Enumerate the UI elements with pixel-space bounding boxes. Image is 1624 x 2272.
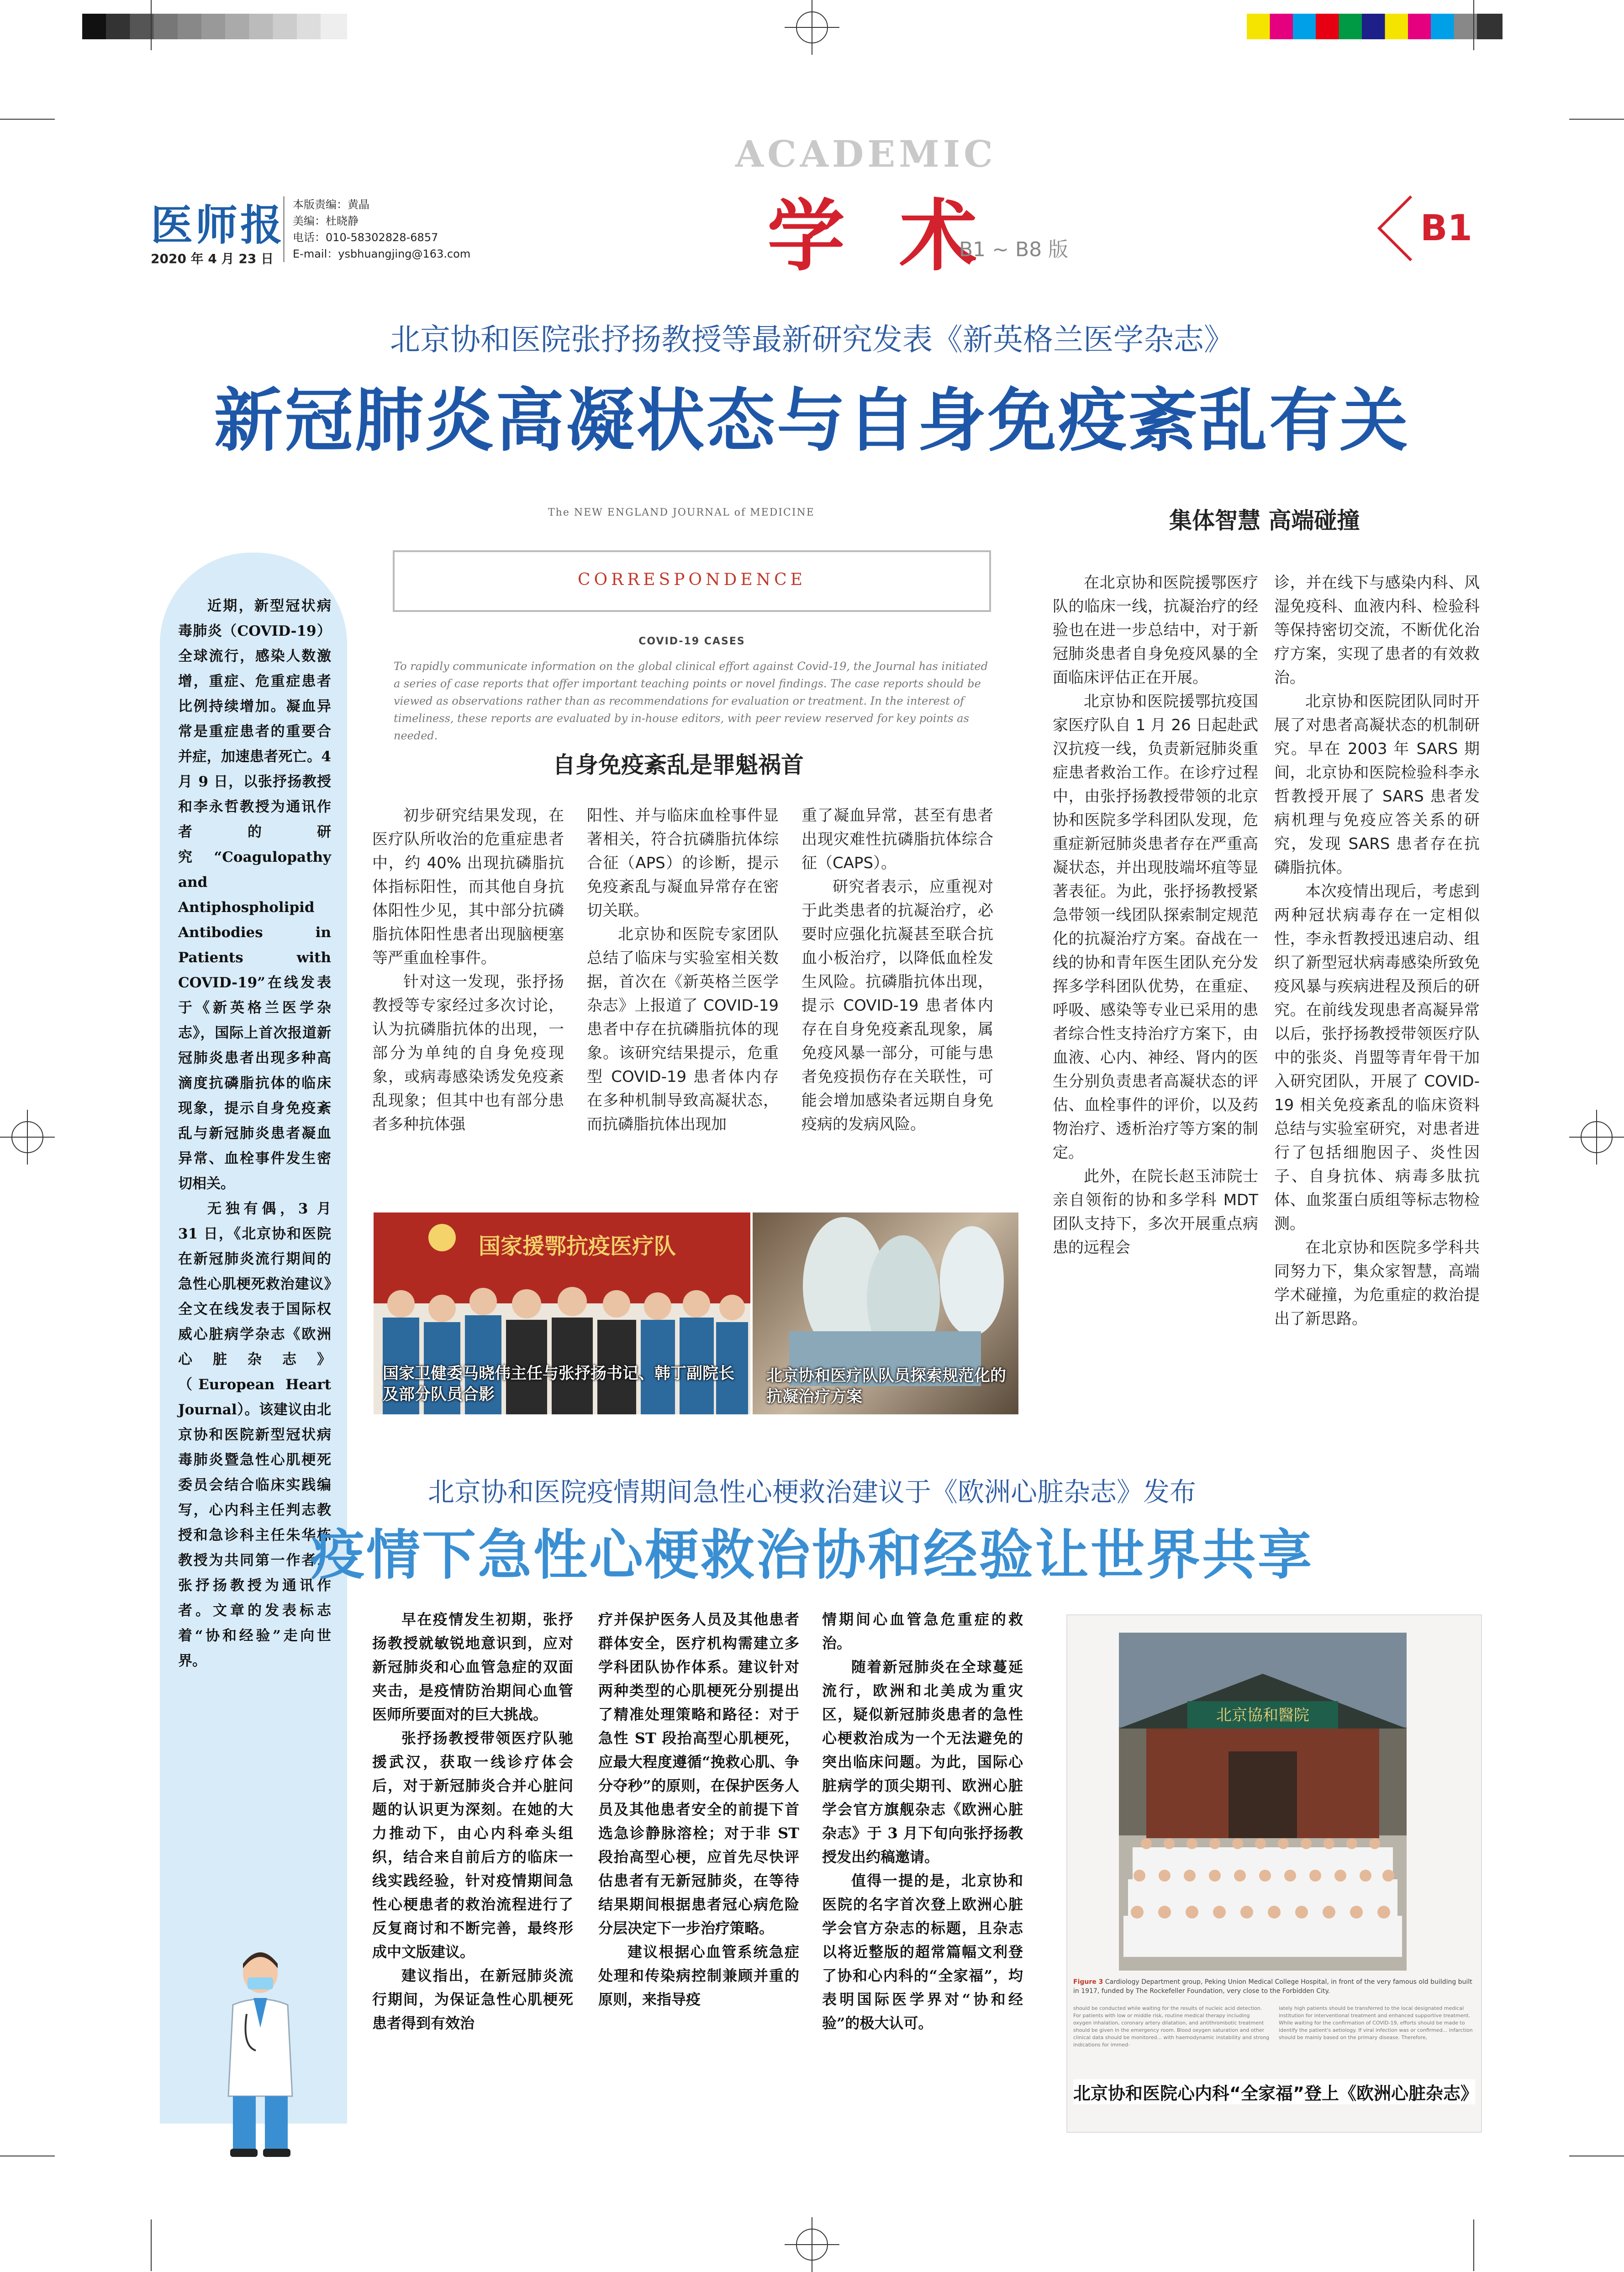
- paragraph: 建议根据心血管系统急症处理和传染病控制兼顾并重的原则，来指导疫: [598, 1943, 799, 2008]
- trim-mark: [0, 119, 55, 120]
- paragraph: 情期间心血管急危重症的救治。: [822, 1611, 1023, 1652]
- article2-subhead: 北京协和医院疫情期间急性心梗救治建议于《欧洲心脏杂志》发布: [427, 1476, 1196, 1508]
- editor-info: [283, 196, 470, 262]
- sidebar-paragraph: 无独有偶，3 月 31 日，《北京协和医院在新冠肺炎流行期间的急性心肌梗死救治建议》全文在线发表于国际权威心脏病学杂志《欧洲心脏杂志》（European Heart Journal）。该建议由北京协和医院新型冠状病毒肺炎暨急性心肌梗死委员会结合临床实践编写，心内科主任判志教授和急诊科主任朱华栋教授为共同第一作者，张抒扬教授为通讯作者。文章的发表标志着“协和经验”走向世界。: [178, 1201, 331, 1669]
- paragraph: 早在疫情发生初期，张抒扬教授就敏锐地意识到，应对新冠肺炎和心血管急症的双面夹击，是疫情防治期间心血管医师所要面对的巨大挑战。: [372, 1611, 573, 1723]
- paragraph: 针对这一发现，张抒扬教授等专家经过多次讨论，认为抗磷脂抗体的出现，一部分为单纯的自身免疫现象，或病毒感染诱发免疫紊乱现象；但其中也有部分患者多种抗体强: [372, 973, 564, 1133]
- masthead-logo: 医师报: [151, 200, 285, 250]
- photo-caption: 北京协和医疗队队员探索规范化的抗凝治疗方案: [766, 1367, 1007, 1406]
- group-photo-figures: [1119, 1633, 1407, 1971]
- sidebar-paragraph: 近期，新型冠状病毒肺炎（COVID-19）全球流行，感染人数激增，重症、危重症患者比例持续增加。凝血异常是重症患者的重要合并症，加速患者死亡。4 月 9 日，以张抒扬教授和李永哲教授为通讯作者的研究“Coagulopathy and Antiphospholipid Antibodies in Patients with COVID-19”在线发表于《新英格兰医学杂志》，国际上首次报道新冠肺炎患者出现多种高滴度抗磷脂抗体的临床现象，提示自身免疫紊乱与新冠肺炎患者凝血异常、血栓事件发生密切相关。: [178, 598, 331, 1192]
- trim-mark: [1473, 2219, 1474, 2271]
- registration-mark: [1569, 1110, 1624, 1165]
- registration-mark: [0, 1110, 55, 1165]
- editor-line: 美编：杜晓静: [293, 215, 359, 227]
- registration-mark: [785, 2217, 839, 2272]
- paragraph: 在北京协和医院多学科共同努力下，集众家智慧，高端学术碰撞，为危重症的救治提出了新思路。: [1274, 1239, 1480, 1328]
- cardiology-group-photo: [1119, 1633, 1407, 1971]
- article1-crosshead: 自身免疫紊乱是罪魁祸首: [553, 752, 804, 778]
- journal-text-right: iately high patients should be transferred to the local designated medical institution for interventional treatment and enhanced supportive treatment. While waiting for the confirmation of COVID-19, efforts should be made to identify the patient's aetiology. If viral infection was or confirmed... infarction should be mainly based on the primary disease. Therefore,: [1279, 2005, 1473, 2040]
- color-bar: [1247, 14, 1503, 39]
- paragraph: 重了凝血异常，甚至有患者出现灾难性抗磷脂抗体综合征（CAPS）。: [801, 807, 993, 872]
- article1-column-3: [801, 804, 993, 1136]
- article2-headline: 疫情下急性心梗救治协和经验让世界共享: [310, 1523, 1313, 1587]
- paragraph: 随着新冠肺炎在全球蔓延流行，欧洲和北美成为重灾区，疑似新冠肺炎患者的急性心梗救治成为一个无法避免的突出临床问题。为此，国际心脏病学的顶尖期刊、欧洲心脏学会官方旗舰杂志《欧洲心脏杂志》于 3 月下旬向张抒扬教授发出约稿邀请。: [822, 1658, 1023, 1866]
- page-range: B1 ~ B8 版: [959, 238, 1069, 261]
- building-plaque: 北京協和醫院: [1216, 1706, 1309, 1724]
- article1-column-1: [372, 804, 564, 1136]
- article1-column-5: [1274, 571, 1480, 1331]
- paragraph: 初步研究结果发现，在医疗队所收治的危重症患者中，约 40% 出现抗磷脂抗体指标阳性，而其他自身抗体阳性少见，其中部分抗磷脂抗体阳性患者出现脑梗塞等严重血栓事件。: [372, 807, 564, 967]
- article1-kicker: 集体智慧 高端碰撞: [1169, 507, 1360, 534]
- grayscale-bar: [82, 14, 347, 39]
- paragraph: 此外，在院长赵玉沛院士亲自领衔的协和多学科 MDT 团队支持下，多次开展重点病患的远程会: [1053, 1167, 1258, 1257]
- trim-mark: [1569, 119, 1624, 120]
- article2-column-1: [372, 1608, 573, 2035]
- paragraph: 研究者表示，应重视对于此类患者的抗凝治疗，必要时应强化抗凝甚至联合抗血小板治疗，以降低血栓发生风险。抗磷脂抗体出现，提示 COVID-19 患者体内存在自身免疫紊乱现象，属免疫风暴一部分，可能与患者免疫损伤存在关联性，可能会增加感染者远期自身免疫病的发病风险。: [801, 878, 993, 1133]
- photo-caption: 国家卫健委马晓伟主任与张抒扬书记、韩丁副院长及部分队员合影: [383, 1365, 735, 1404]
- article1-column-2: [587, 804, 779, 1136]
- article2-column-2: [598, 1608, 799, 2011]
- paragraph: 在北京协和医院援鄂医疗队的临床一线，抗凝治疗的经验也在进一步总结中，对于新冠肺炎患者自身免疫风暴的全面临床评估正在开展。: [1053, 574, 1258, 687]
- page-number: B1: [1420, 208, 1472, 249]
- paragraph: 阳性、并与临床血栓事件显著相关，符合抗磷脂抗体综合征（APS）的诊断，提示免疫紊乱与凝血异常存在密切关联。: [587, 807, 779, 920]
- trim-mark: [151, 2219, 152, 2271]
- figure-caption: [1073, 1977, 1475, 1996]
- nejm-masthead: The NEW ENGLAND JOURNAL of MEDICINE: [548, 507, 815, 518]
- issue-date: 2020 年 4 月 23 日: [151, 251, 274, 266]
- paragraph: 北京协和医院团队同时开展了对患者高凝状态的机制研究。早在 2003 年 SARS 期间，北京协和医院检验科李永哲教授开展了 SARS 患者发病机理与免疫应答关系的研究，发现 SARS 患者存在抗磷脂抗体。: [1274, 692, 1480, 877]
- editor-line: 电话：010-58302828-6857: [293, 231, 438, 244]
- journal-text-left: should be conducted while waiting for the results of nucleic acid detection. For patients with low or middle risk, routine medical therapy including oxygen inhalation, coronary artery dilatation, and antithrombotic treatment should be given in the emergency room. Blood oxygen saturation and other clinical data should be monitored... with haemodynamic instability and strong indications for immed-: [1073, 2005, 1270, 2048]
- party-emblem-icon: [428, 1224, 456, 1251]
- paragraph: 北京协和医院援鄂抗疫国家医疗队自 1 月 26 日起赴武汉抗疫一线，负责新冠肺炎重症患者救治工作。在诊疗过程中，由张抒扬教授带领的北京协和医院多学科团队发现，危重症新冠肺炎患者存在严重高凝状态，并出现肢端坏疽等显著表征。为此，张抒扬教授紧急带领一线团队探索制定规范化的抗凝治疗方案。奋战在一线的协和青年医生团队充分发挥多学科团队优势，在重症、呼吸、感染等专业已采用的患者综合性支持治疗方案下，由血液、心内、神经、肾内的医生分别负责患者高凝状态的评估、血栓事件的评价，以及药物治疗、透析治疗等方案的制定。: [1053, 692, 1258, 1162]
- registration-mark: [785, 0, 839, 55]
- paragraph: 疗并保护医务人员及其他患者群体安全，医疗机构需建立多学科团队协作体系。建议针对两种类型的心肌梗死分别提出了精准处理策略和路径：对于急性 ST 段抬高型心肌梗死，应最大程度遵循“挽救心肌、争分夺秒”的原则，在保护医务人员及其他患者安全的前提下首选急诊静脉溶栓；对于非 ST 段抬高型心梗，应首先尽快评估患者有无新冠肺炎，在等待结果期间根据患者冠心病危险分层决定下一步治疗策略。: [598, 1611, 799, 1937]
- paragraph: 张抒扬教授带领医疗队驰援武汉，获取一线诊疗体会后，对于新冠肺炎合并心脏问题的认识更为深刻。在她的大力推动下，由心内科牵头组织，结合来自前后方的临床一线实践经验，针对疫情期间急性心梗患者的救治流程进行了反复商讨和不断完善，最终形成中文版建议。: [372, 1729, 573, 1961]
- trim-mark: [151, 0, 152, 50]
- nejm-label: COVID-19 CASES: [638, 636, 745, 647]
- paragraph: 建议指出，在新冠肺炎流行期间，为保证急性心肌梗死患者得到有效治: [372, 1967, 573, 2032]
- section-title: 学 术: [767, 191, 991, 282]
- paragraph: 诊，并在线下与感染内科、风湿免疫科、血液内科、检验科等保持密切交流，不断优化治疗方案，实现了患者的有效救治。: [1274, 574, 1480, 687]
- trim-mark: [1473, 0, 1474, 50]
- paragraph: 本次疫情出现后，考虑到两种冠状病毒存在一定相似性，李永哲教授迅速启动、组织了新型冠状病毒感染所致免疫风暴与疾病进程及预后的研究。在前线发现患者高凝异常以后，张抒扬教授带领医疗队中的张炎、肖盟等青年骨干加入研究团队，开展了 COVID-19 相关免疫紊乱的临床资料总结与实验室研究，对患者进行了包括细胞因子、炎性因子、自身抗体、病毒多肽抗体、血浆蛋白质组等标志物检测。: [1274, 882, 1480, 1233]
- figure-caption-text: Cardiology Department group, Peking Union Medical College Hospital, in front of the very famous old building built in 1917, funded by The Rockefeller Foundation, very close to the Forbidden City.: [1073, 1978, 1472, 1995]
- editor-line: 本版责编：黄晶: [293, 198, 369, 211]
- clipping-headline: 北京协和医院心内科“全家福”登上《欧洲心脏杂志》: [1073, 2079, 1475, 2104]
- chevron-left-icon: [1375, 194, 1416, 263]
- figure-label: Figure 3: [1073, 1978, 1103, 1986]
- article1-subhead: 北京协和医院张抒扬教授等最新研究发表《新英格兰医学杂志》: [390, 322, 1234, 357]
- editor-line: E-mail：ysbhuangjing@163.com: [293, 248, 471, 260]
- icu-treatment-photo: [753, 1212, 1018, 1414]
- article2-column-3: [822, 1608, 1023, 2035]
- article1-column-4: [1053, 571, 1258, 1260]
- section-english: ACADEMIC: [735, 132, 997, 175]
- team-group-photo: [374, 1212, 750, 1414]
- nejm-intro: To rapidly communicate information on the global clinical effort against Covid-19, the Journal has initiated a series of case reports that offer important teaching points or novel findings. The case reports should be viewed as observations rather than as recommendations for evaluation or treatment. In the interest of timeliness, these reports are evaluated by in-house editors, with peer review reserved for key points as needed.: [394, 660, 988, 742]
- nejm-correspondence-box: [393, 550, 991, 612]
- doctor-illustration: [215, 1945, 306, 2160]
- paragraph: 北京协和医院专家团队总结了临床与实验室相关数据，首次在《新英格兰医学杂志》上报道了 COVID-19 患者中存在抗磷脂抗体的现象。该研究结果提示，危重型 COVID-19 患者体内存在多种机制导致高凝状态，而抗磷脂抗体出现加: [587, 925, 779, 1133]
- nejm-section: CORRESPONDENCE: [578, 570, 806, 589]
- article1-headline: 新冠肺炎高凝状态与自身免疫紊乱有关: [214, 381, 1410, 461]
- photo-banner-text: 国家援鄂抗疫医疗队: [479, 1234, 676, 1259]
- paragraph: 值得一提的是，北京协和医院的名字首次登上欧洲心脏学会官方杂志的标题，且杂志以将近整版的超常篇幅文利登了协和心内科的“全家福”，均表明国际医学界对“协和经验”的极大认可。: [822, 1872, 1023, 2032]
